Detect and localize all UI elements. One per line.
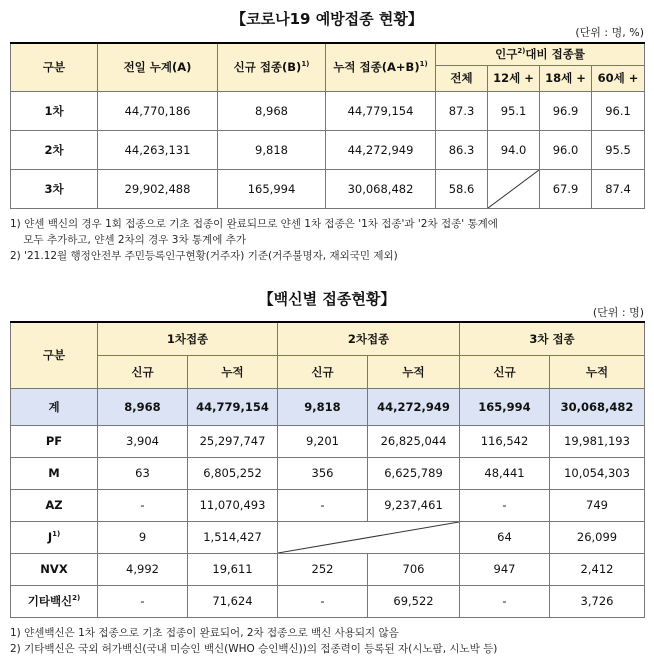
header-dose1: 1차접종 <box>98 322 278 355</box>
cell-new: 165,994 <box>218 169 326 208</box>
cell-d3-new: 64 <box>460 521 550 553</box>
row-label: 1차 <box>11 91 98 130</box>
cell-d2-cum: 706 <box>368 553 460 585</box>
cell-d1-new: - <box>98 585 188 617</box>
cell-d3-cum: 2,412 <box>550 553 645 585</box>
cell-d2-cum: 69,522 <box>368 585 460 617</box>
cell-d2-cum: 9,237,461 <box>368 489 460 521</box>
cell-d3-new: - <box>460 585 550 617</box>
cell-d3-cum: 749 <box>550 489 645 521</box>
header-group: 구분 <box>11 43 98 91</box>
row-label: M <box>11 457 98 489</box>
note-1: 1) 얀센백신은 1차 접종으로 기초 접종이 완료되어, 2차 접종으로 백신 사용되지 않음 <box>10 627 399 639</box>
table-row <box>11 521 645 553</box>
table-row <box>11 130 645 169</box>
cell-rate-all: 58.6 <box>436 169 488 208</box>
header-dose3: 3차 접종 <box>460 322 645 355</box>
table-row <box>11 91 645 130</box>
row-label: $J^{1)}$ <box>11 521 98 553</box>
cell-d2-empty <box>278 521 460 553</box>
table2-title: 【백신별 접종현황】 <box>258 290 396 308</box>
cell-d1-cum: 25,297,747 <box>188 425 278 457</box>
table1-notes <box>10 216 498 264</box>
header-new: 신규 접종$(B)^{1)}$ <box>218 43 326 91</box>
row-label: 계 <box>11 388 98 425</box>
cell-d2-new: - <box>278 489 368 521</box>
table-row <box>11 585 645 617</box>
cell-d3-cum: 30,068,482 <box>550 388 645 425</box>
vaccination-status-table <box>10 42 645 209</box>
cell-rate-60: 87.4 <box>592 169 645 208</box>
cell-prev: 44,770,186 <box>98 91 218 130</box>
cell-prev: 29,902,488 <box>98 169 218 208</box>
cell-d1-cum: 6,805,252 <box>188 457 278 489</box>
cell-d3-cum: 10,054,303 <box>550 457 645 489</box>
cell-rate-18: 96.0 <box>540 130 592 169</box>
header-dose2: 2차접종 <box>278 322 460 355</box>
header-dose1-cum: 누적 <box>188 355 278 388</box>
table-row-total <box>11 388 645 425</box>
header-dose2-new: 신규 <box>278 355 368 388</box>
cell-d2-cum: 44,272,949 <box>368 388 460 425</box>
table-row <box>11 169 645 208</box>
cell-d3-cum: 26,099 <box>550 521 645 553</box>
header-rate: 인구$^{2)}$대비 접종률 <box>436 43 645 65</box>
cell-d3-new: 165,994 <box>460 388 550 425</box>
cell-d2-new: 356 <box>278 457 368 489</box>
header-prev-total: 전일 누계(A) <box>98 43 218 91</box>
row-label: PF <box>11 425 98 457</box>
cell-d1-new: 4,992 <box>98 553 188 585</box>
header-rate-18: 18세 + <box>540 65 592 91</box>
cell-d1-cum: 11,070,493 <box>188 489 278 521</box>
cell-cum: 44,779,154 <box>326 91 436 130</box>
cell-cum: 30,068,482 <box>326 169 436 208</box>
cell-d2-new: - <box>278 585 368 617</box>
table-row <box>11 489 645 521</box>
cell-d1-cum: 71,624 <box>188 585 278 617</box>
note-1-cont: 모두 추가하고, 얀센 2차의 경우 3차 통계에 추가 <box>10 234 246 246</box>
header-dose1-new: 신규 <box>98 355 188 388</box>
header-dose2-cum: 누적 <box>368 355 460 388</box>
header-rate-60: 60세 + <box>592 65 645 91</box>
cell-d3-new: 947 <box>460 553 550 585</box>
cell-d3-cum: 19,981,193 <box>550 425 645 457</box>
cell-rate-all: 87.3 <box>436 91 488 130</box>
cell-d1-cum: 44,779,154 <box>188 388 278 425</box>
cell-new: 9,818 <box>218 130 326 169</box>
header-dose3-cum: 누적 <box>550 355 645 388</box>
cell-d2-new: 9,818 <box>278 388 368 425</box>
cell-rate-all: 86.3 <box>436 130 488 169</box>
table2-notes <box>10 625 497 657</box>
header-rate-12: 12세 + <box>488 65 540 91</box>
row-label: NVX <box>11 553 98 585</box>
cell-rate-12: 94.0 <box>488 130 540 169</box>
cell-d3-new: - <box>460 489 550 521</box>
cell-d1-new: 9 <box>98 521 188 553</box>
row-label: 2차 <box>11 130 98 169</box>
header-cumulative: 누적 접종$(A+B)^{1)}$ <box>326 43 436 91</box>
header-group: 구분 <box>11 322 98 388</box>
cell-prev: 44,263,131 <box>98 130 218 169</box>
note-2: 2) '21.12월 행정안전부 주민등록인구현황(거주자) 기준(거주불명자, 재외국민 제외) <box>10 250 398 262</box>
cell-d1-new: 8,968 <box>98 388 188 425</box>
cell-d1-cum: 1,514,427 <box>188 521 278 553</box>
cell-d3-new: 48,441 <box>460 457 550 489</box>
cell-d3-new: 116,542 <box>460 425 550 457</box>
note-2: 2) 기타백신은 국외 허가백신(국내 미승인 백신(WHO 승인백신))의 접종력이 등록된 자(시노팜, 시노박 등) <box>10 643 498 655</box>
row-label: 3차 <box>11 169 98 208</box>
row-label: AZ <box>11 489 98 521</box>
table-row <box>11 425 645 457</box>
cell-rate-12-empty <box>488 169 540 208</box>
cell-cum: 44,272,949 <box>326 130 436 169</box>
cell-d2-new: 9,201 <box>278 425 368 457</box>
table2-unit: (단위 : 명) <box>592 306 644 319</box>
table-row <box>11 553 645 585</box>
diagonal-slash-icon <box>488 170 539 208</box>
table-row <box>11 457 645 489</box>
table1-unit: (단위 : 명, %) <box>575 26 644 39</box>
note-1: 1) 얀센 백신의 경우 1회 접종으로 기초 접종이 완료되므로 얀센 1차 접종은 '1차 접종'과 '2차 접종' 통계에 <box>10 218 498 230</box>
cell-d3-cum: 3,726 <box>550 585 645 617</box>
header-dose3-new: 신규 <box>460 355 550 388</box>
cell-rate-12: 95.1 <box>488 91 540 130</box>
cell-d1-new: 3,904 <box>98 425 188 457</box>
table1-title: 【코로나19 예방접종 현황】 <box>231 10 423 28</box>
cell-d2-cum: 6,625,789 <box>368 457 460 489</box>
cell-d1-new: 63 <box>98 457 188 489</box>
header-rate-all: 전체 <box>436 65 488 91</box>
cell-d1-cum: 19,611 <box>188 553 278 585</box>
diagonal-slash-icon <box>278 522 459 553</box>
cell-d2-new: 252 <box>278 553 368 585</box>
cell-rate-60: 95.5 <box>592 130 645 169</box>
cell-d2-cum: 26,825,044 <box>368 425 460 457</box>
cell-d1-new: - <box>98 489 188 521</box>
cell-rate-18: 96.9 <box>540 91 592 130</box>
cell-rate-60: 96.1 <box>592 91 645 130</box>
vaccine-type-table <box>10 321 645 618</box>
cell-rate-18: 67.9 <box>540 169 592 208</box>
cell-new: 8,968 <box>218 91 326 130</box>
row-label: 기타백신$^{2)}$ <box>11 585 98 617</box>
